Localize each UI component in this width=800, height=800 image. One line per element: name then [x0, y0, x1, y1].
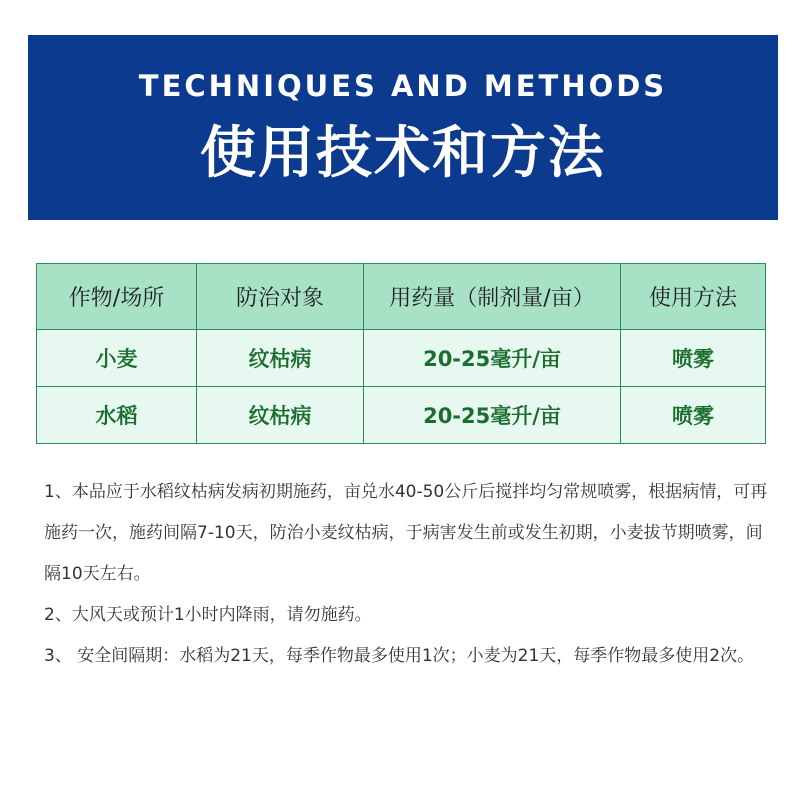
cell-dosage: 20-25毫升/亩	[364, 387, 621, 444]
note-paragraph-1: 1、本品应于水稻纹枯病发病初期施药，亩兑水40-50公斤后搅拌均匀常规喷雾，根据病情，可再施药一次，施药间隔7-10天，防治小麦纹枯病，于病害发生前或发生初期，小麦拔节期喷雾，间隔10天左右。	[44, 482, 768, 584]
header-crop: 作物/场所	[37, 264, 197, 330]
cell-target: 纹枯病	[197, 387, 364, 444]
table-header-row	[37, 264, 766, 330]
table-row	[37, 387, 766, 444]
cell-dosage: 20-25毫升/亩	[364, 330, 621, 387]
cell-method: 喷雾	[621, 330, 766, 387]
dosage-table	[36, 263, 766, 444]
note-paragraph-3: 3、 安全间隔期：水稻为21天，每季作物最多使用1次；小麦为21天，每季作物最多使用2次。	[44, 646, 755, 666]
note-paragraph-2: 2、大风天或预计1小时内降雨，请勿施药。	[44, 605, 372, 625]
cell-target: 纹枯病	[197, 330, 364, 387]
header-method: 使用方法	[621, 264, 766, 330]
table-row	[37, 330, 766, 387]
header-target: 防治对象	[197, 264, 364, 330]
header-dosage: 用药量（制剂量/亩）	[364, 264, 621, 330]
banner-title-cn: 使用技术和方法	[200, 121, 606, 186]
title-banner	[28, 35, 778, 220]
usage-notes	[44, 472, 770, 677]
banner-title-en: TECHNIQUES AND METHODS	[138, 69, 668, 103]
cell-method: 喷雾	[621, 387, 766, 444]
cell-crop: 水稻	[37, 387, 197, 444]
cell-crop: 小麦	[37, 330, 197, 387]
